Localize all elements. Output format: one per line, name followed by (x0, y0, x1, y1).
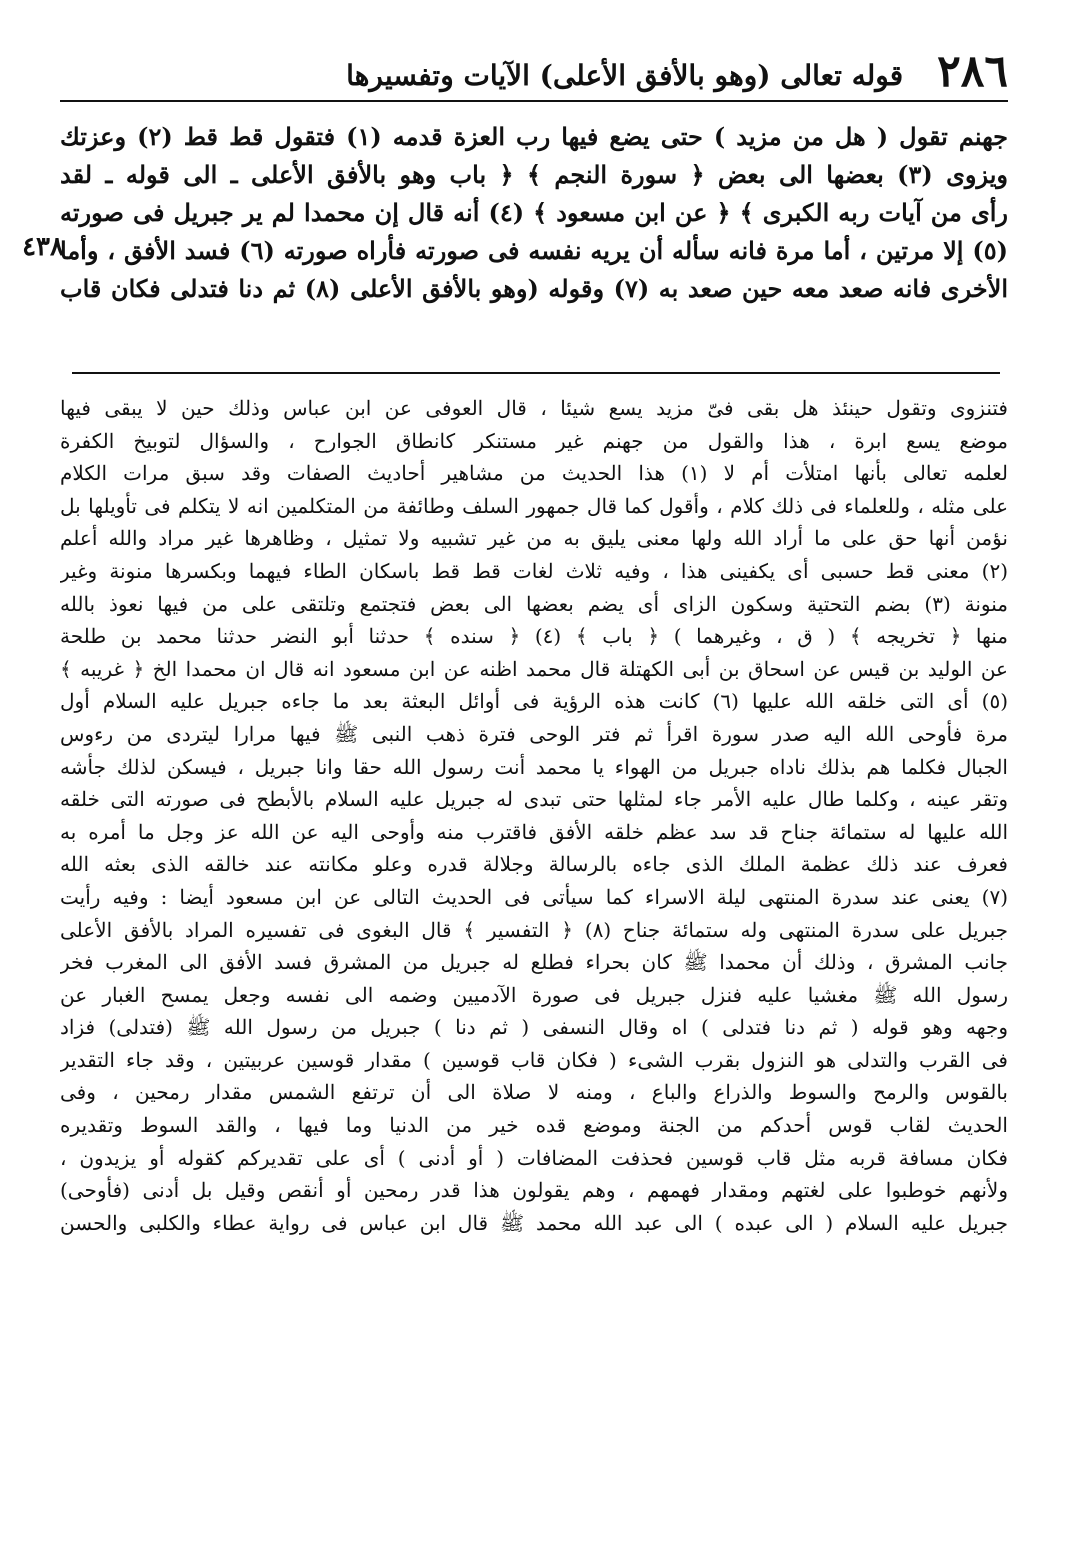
hadith-number: ٤٣٨ (22, 232, 64, 262)
main-line: ويزوى (٣) بعضها الى بعض ﴿ سورة النجم ﴾ ﴿ باب وهو بالأفق الأعلى ـ الى قوله ـ لقد (60, 160, 1008, 189)
note-line: (٢) معنى قط حسبى أى يكفينى هذا ، وفيه ثلاث لغات قط قط باسكان الطاء فيهما وبكسرها منونة وغير (60, 558, 1008, 583)
note-line: بالقوس والرمح والسوط والذراع والباع ، ومنه لا صلاة الى أن ترتفع الشمس مقدار رمحين ، وفى (60, 1080, 1008, 1105)
note-line: الجبال فكلما هم بذلك ناداه جبريل من الهواء يا محمد أنت رسول الله حقا وانا جبريل ، فيسكن لذلك جأشه (60, 754, 1008, 779)
note-line: على مثله ، وللعلماء فى ذلك كلام ، وأقول كما قال جمهور السلف وطائفة من المتكلمين انه لا يتكلم فى تأويلها بل (60, 493, 1008, 518)
note-line: جانب المشرق ، وذلك أن محمدا ﷺ كان بحراء فطلع له جبريل من المشرق فسد الأفق الى المغرب فخر (60, 950, 1008, 975)
note-line: وجهه وهو قوله ( ثم دنا فتدلى ) اه وقال النسفى ( ثم دنا ) جبريل من رسول الله ﷺ (فتدلى) فزاد (60, 1015, 1008, 1040)
note-line: عن الوليد بن قيس عن اسحاق بن أبى الكهتلة قال محمد اظنه عن ابن مسعود انه قال ان محمدا الخ ﴿ غريبه ﴾ (60, 656, 1008, 681)
note-line: (٧) يعنى عند سدرة المنتهى ليلة الاسراء كما سيأتى فى الحديث التالى عن ابن مسعود أيضا : وفيه رأيت (60, 884, 1008, 909)
note-line: الله عليها له ستمائة جناح قد سد عظم خلقه الأفق فاقترب منه وأوحى اليه عن الله عز وجل ما أمره به (60, 819, 1008, 844)
main-line: (٥) إلا مرتين ، أما مرة فانه سأله أن يريه نفسه فى صورته فأراه صورته (٦) فسد الأفق ، وأما (60, 236, 1008, 265)
note-line: جبريل على سدرة المنتهى وله ستمائة جناح (٨) ﴿ التفسير ﴾ قال البغوى فى تفسيره المراد بالأفق الأعلى (60, 917, 1008, 942)
note-line: جبريل عليه السلام ( الى عبده ) الى عبد الله محمد ﷺ قال ابن عباس فى رواية عطاء والكلبى والحسن (60, 1210, 1008, 1235)
note-line: منونة (٣) بضم التحتية وسكون الزاى أى يضم بعضها الى بعض فتجتمع وتلتقى على من فيها نعوذ بالله (60, 591, 1008, 616)
note-line: ولأنهم خوطبوا على لغتهم ومقدار فهمهم ، وهم يقولون هذا قدر رمحين أو أنقص وقيل بل أدنى (فأوحى) (60, 1178, 1008, 1203)
footnote-divider (72, 372, 1000, 374)
page-number: ٢٨٦ (937, 46, 1008, 97)
running-title: قوله تعالى (وهو بالأفق الأعلى) الآيات وتفسيرها (346, 59, 904, 92)
note-line: مرة فأوحى الله اليه صدر سورة اقرأ ثم فتر الوحى فترة ذهب النبى ﷺ فيها مرارا ليتردى من رءوس (60, 721, 1008, 746)
note-line: لعلمه تعالى بأنها امتلأت أم لا (١) هذا الحديث من مشاهير أحاديث الصفات وقد سبق مرات الكلام (60, 461, 1008, 486)
note-line: فتنزوى وتقول حينئذ هل بقى فىّ مزيد يسع شيئا ، قال العوفى عن ابن عباس وذلك حين لا يبقى فيها (60, 396, 1008, 420)
running-header (60, 44, 1008, 102)
note-line: رسول الله ﷺ مغشيا عليه فنزل جبريل فى صورة الآدميين وضمه الى نفسه وجعل يمسح الغبار عن (60, 982, 1008, 1007)
main-text (60, 118, 1008, 308)
footnotes (60, 392, 1008, 1239)
main-line: رأى من آيات ربه الكبرى ﴾ ﴿ عن ابن مسعود ﴾ (٤) أنه قال إن محمدا لم ير جبريل فى صورته (60, 198, 1008, 227)
note-line: موضع يسع ابرة ، هذا والقول من جهنم غير مستنكر كانطاق الجوارح ، والسؤال لتوبيخ الكفرة (60, 428, 1008, 453)
note-line: (٥) أى التى خلقه الله عليها (٦) كانت هذه الرؤية فى أوائل البعثة بعد ما جاءه جبريل عليه السلام أول (60, 689, 1008, 714)
note-line: منها ﴿ تخريجه ﴾ ( ق ، وغيرهما ) ﴿ باب ﴾ (٤) ﴿ سنده ﴾ حدثنا أبو النضر حدثنا محمد بن طلحة (60, 624, 1008, 649)
note-line: فى القرب والتدلى هو النزول بقرب الشىء ( فكان قاب قوسين ) مقدار قوسين عربيتين ، وقد جاء التقدير (60, 1047, 1008, 1072)
note-line: وتقر عينه ، وكلما طال عليه الأمر جاء لمثلها حتى تبدى له جبريل عليه السلام بالأبطح فى صورته التى خلقه (60, 787, 1008, 812)
main-line: جهنم تقول ( هل من مزيد ) حتى يضع فيها رب العزة قدمه (١) فتقول قط قط (٢) وعزتك (60, 122, 1008, 151)
note-line: الحديث لقاب قوس أحدكم من الجنة وموضع قده خير من الدنيا وما فيها ، والقد السوط وتقديره (60, 1113, 1008, 1138)
note-line: فعرف عند ذلك عظمة الملك الذى جاءه بالرسالة وجلالة قدره وعلو مكانته عند خالقه الذى بعثه الله (60, 852, 1008, 877)
note-line: فكان مسافة قربه مثل قاب قوسين فحذفت المضافات ( أو أدنى ) أى على تقديركم كقوله أو يزيدون ، (60, 1145, 1008, 1170)
main-line: الأخرى فانه صعد معه حين صعد به (٧) وقوله (وهو بالأفق الأعلى (٨) ثم دنا فتدلى فكان قاب (60, 274, 1008, 303)
note-line: نؤمن أنها حق على ما أراد الله ولها معنى يليق به من غير تشبيه ولا تمثيل ، وظاهرها غير مراد والله أعلم (60, 526, 1008, 551)
